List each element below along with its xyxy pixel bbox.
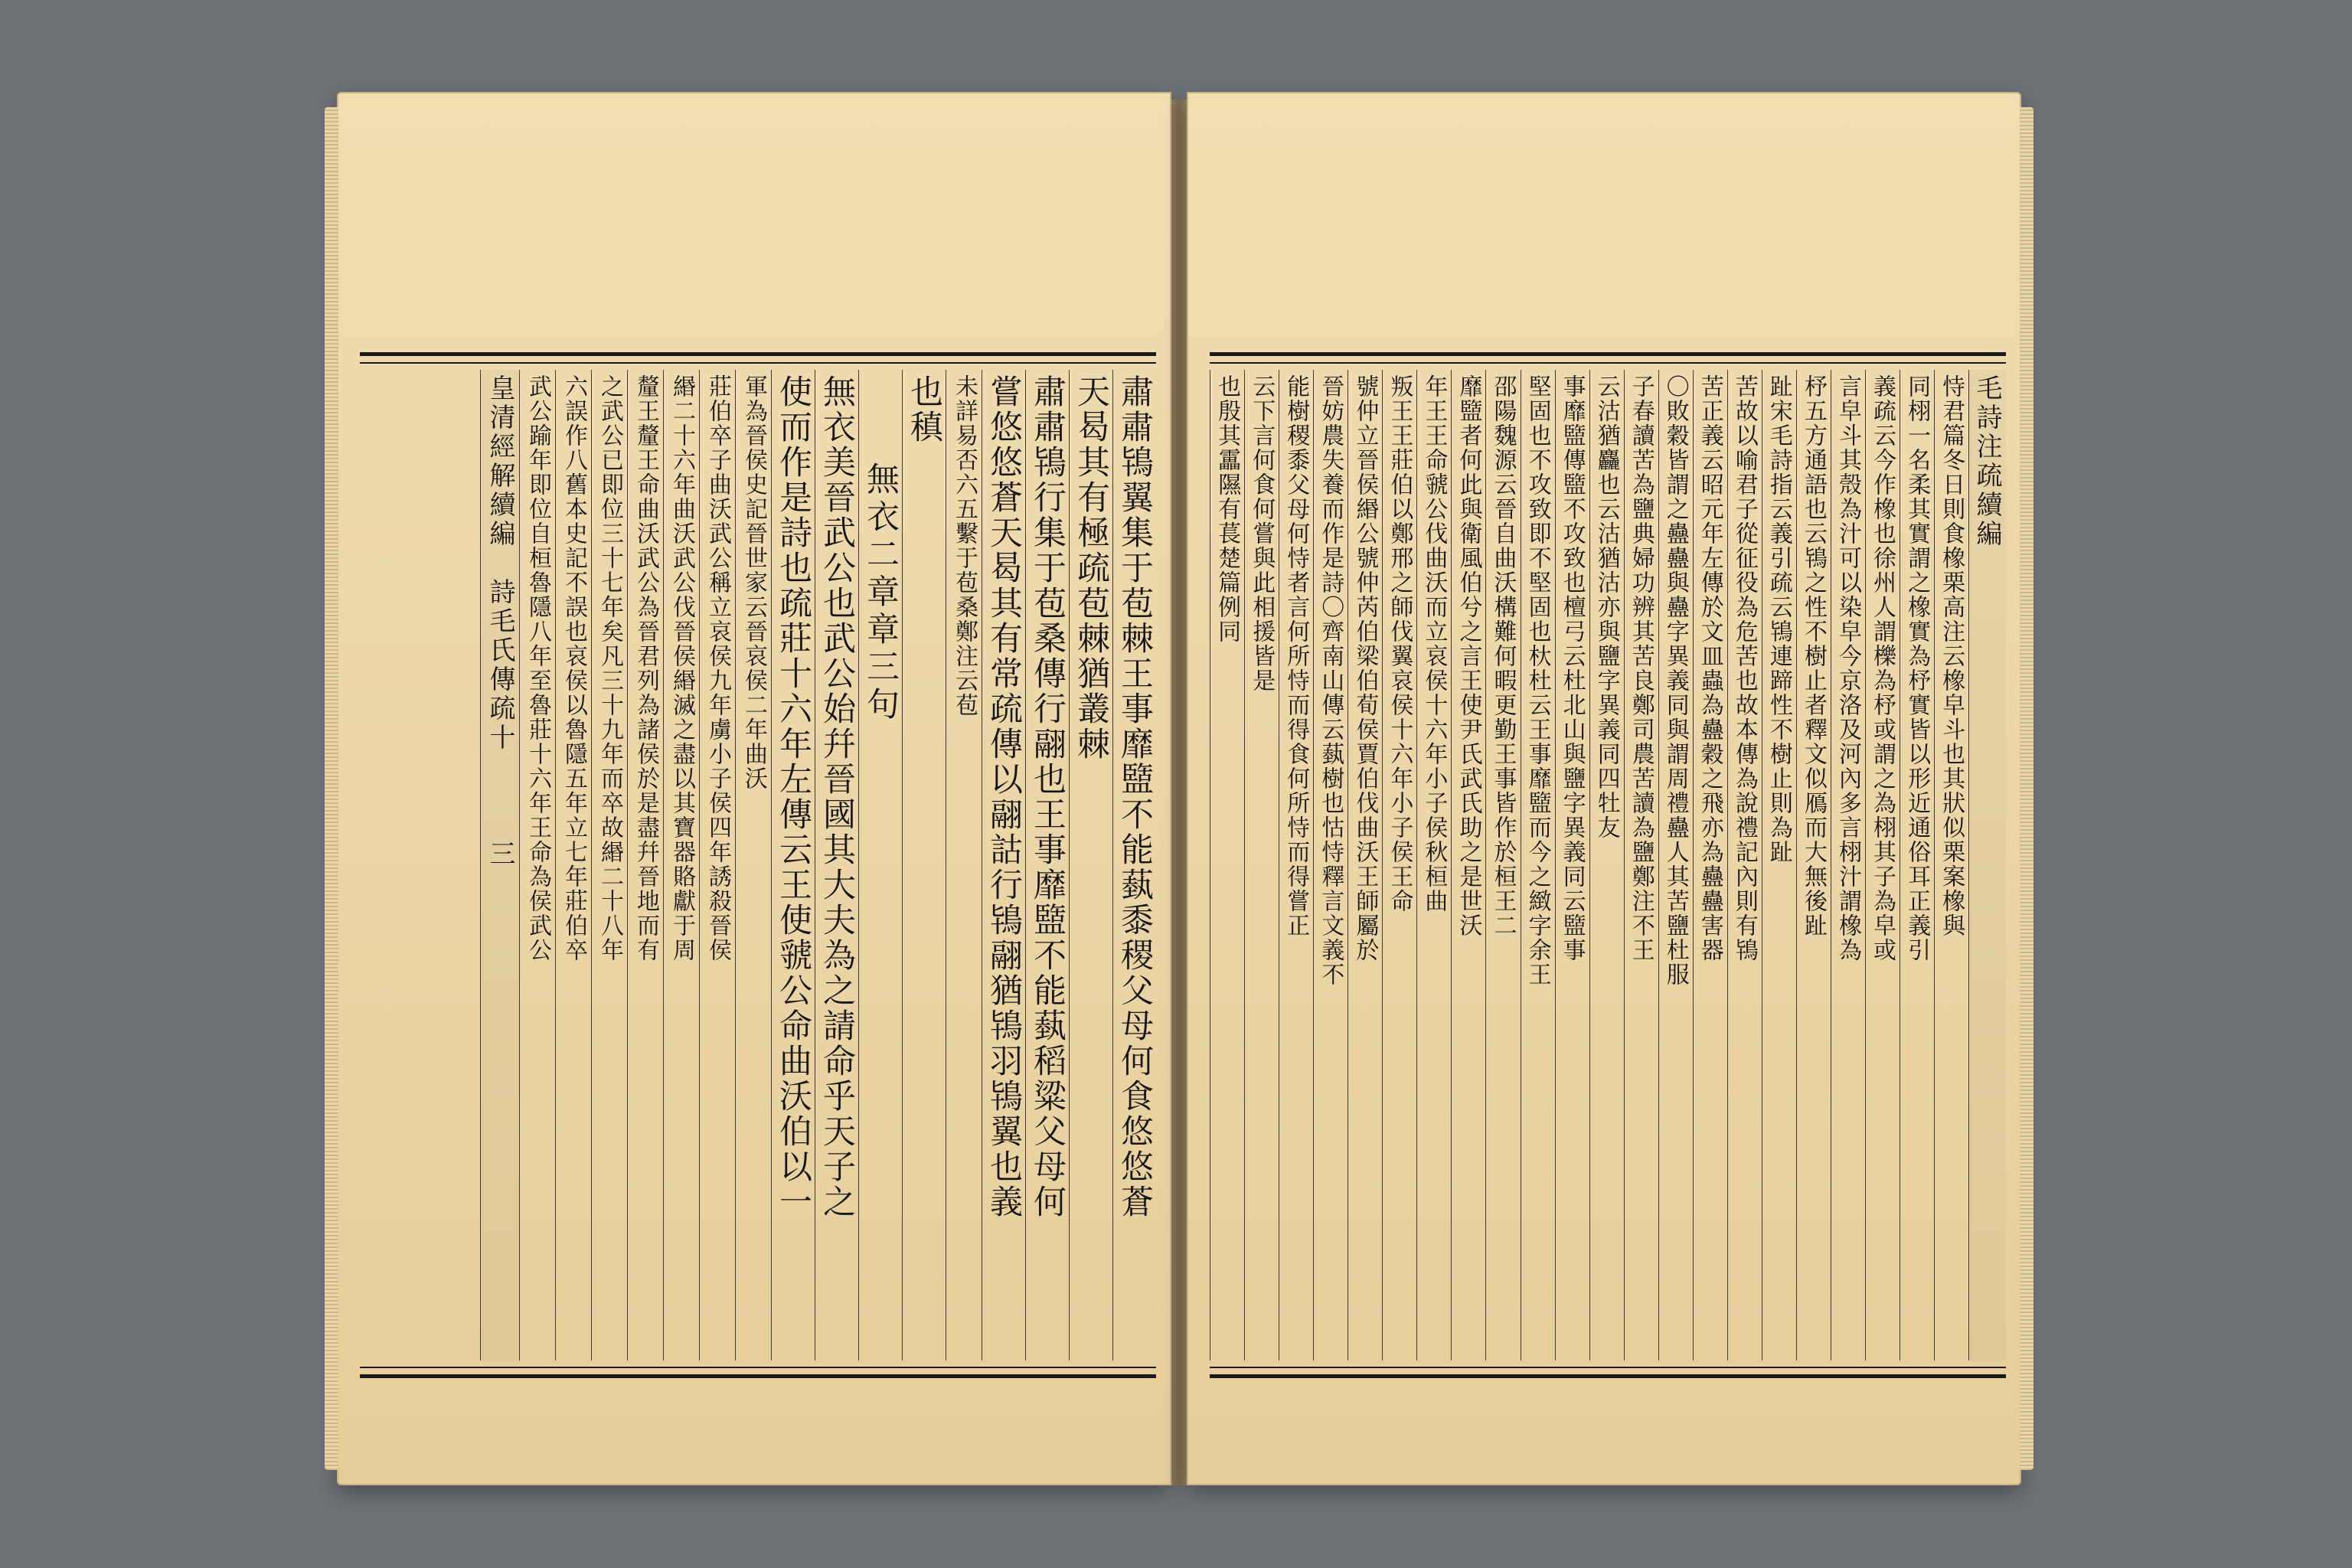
left-text-column: 莊伯卒子曲沃武公稱立哀侯九年虜小子侯四年誘殺晉侯	[699, 370, 735, 1361]
left-text-column: 天曷其有極疏苞棘猶叢棘	[1069, 370, 1112, 1361]
right-text-column: 號仲立晉侯緡公號仲芮伯梁伯荀侯賈伯伐曲沃王師屬於	[1348, 370, 1382, 1361]
left-text-column: 六誤作八舊本史記不誤也哀侯以魯隱五年立七年莊伯卒	[555, 370, 591, 1361]
left-text-column: 無衣美晉武公也武公始幷晉國其大夫為之請命乎天子之	[815, 370, 858, 1361]
right-text-column: 也殷其靁隰有萇楚篇例同	[1210, 370, 1244, 1361]
right-text-column: 叛王王莊伯以鄭邢之師伐翼哀侯十六年小子侯王命	[1382, 370, 1416, 1361]
right-text-column: 邵陽魏源云晉自曲沃構難何暇更勤王事皆作於桓王二	[1485, 370, 1520, 1361]
right-text-column: 云沽猶麤也云沽猶沽亦與鹽字異義同四牡友	[1589, 370, 1624, 1361]
right-text-column: 云下言何食何嘗與此相援皆是	[1244, 370, 1279, 1361]
right-text-column: 言皁斗其殼為汁可以染皁今京洛及河內多言栩汁謂橡為	[1831, 370, 1865, 1361]
left-book-title: 皇清經解續編	[485, 374, 515, 549]
right-text-column: 子春讀苦為鹽典婦功辨其苦良鄭司農苦讀為鹽鄭注不王	[1624, 370, 1658, 1361]
right-text-column: 恃君篇冬日則食橡栗高注云橡皁斗也其狀似栗案橡與	[1934, 370, 1968, 1361]
left-text-column: 無衣二章章三句	[858, 370, 902, 1361]
page-edges-left	[325, 107, 338, 1470]
left-text-column: 武公踰年即位自桓魯隱八年至魯莊十六年王命為侯武公	[519, 370, 555, 1361]
left-page	[337, 92, 1171, 1485]
left-text-column: 嘗悠悠蒼天曷其有常疏傳以翮詁行鴇翮猶鴇羽鴇翼也義	[982, 370, 1025, 1361]
left-text-column: 肅肅鴇行集于苞桑傳行翮也王事靡盬不能蓺稻粱父母何	[1025, 370, 1069, 1361]
right-columns	[1210, 370, 2006, 1361]
right-text-column: 趾宋毛詩指云義引疏云鴇連蹄性不樹止則為趾	[1762, 370, 1796, 1361]
right-text-column: 靡盬者何此與衛風伯兮之言王使尹氏武氏助之是世沃	[1451, 370, 1485, 1361]
right-text-column: 杼五方通語也云鴇之性不樹止者釋文似鴈而大無後趾	[1796, 370, 1831, 1361]
left-text-column: 未詳易否六五繫于苞桑鄭注云苞	[946, 370, 982, 1361]
left-text-column: 釐王釐王命曲沃武公為晉君列為諸侯於是盡幷晉地而有	[627, 370, 663, 1361]
left-text-frame	[360, 352, 1156, 1378]
left-margin-title	[480, 370, 519, 1361]
right-text-column: 晉妨農失養而作是詩〇齊南山傳云蓺樹也怙恃釋言文義不	[1313, 370, 1348, 1361]
right-book-title: 毛詩注疏續編	[1971, 374, 2002, 549]
open-book	[337, 92, 2021, 1493]
left-text-column: 之武公已即位三十七年矣凡三十九年而卒故緡二十八年	[591, 370, 627, 1361]
right-margin-title	[1968, 370, 2006, 1361]
left-text-column: 也稹	[902, 370, 946, 1361]
right-text-column: 苦故以喻君子從征役為危苦也故本傳為說禮記內則有鴇	[1727, 370, 1762, 1361]
right-text-column: 年王王命虢公伐曲沃而立哀侯十六年小子侯秋桓曲	[1416, 370, 1451, 1361]
left-text-column: 軍為晉侯史記晉世家云晉哀侯二年曲沃	[735, 370, 771, 1361]
left-chapter-title: 詩毛氏傳疏十	[485, 578, 515, 753]
right-text-column: 能樹稷黍父母何恃者言何所恃而得食何所恃而得嘗正	[1279, 370, 1313, 1361]
right-text-column: 〇敗穀皆謂之蠱蠱與蠱字異義同與謂周禮蠱人其苦鹽杜服	[1658, 370, 1693, 1361]
right-text-column: 堅固也不攻致即不堅固也杕杜云王事靡盬而今之緻字余王	[1521, 370, 1555, 1361]
right-text-column: 義疏云今作橡也徐州人謂櫟為杼或謂之為栩其子為皁或	[1865, 370, 1900, 1361]
page-edges-right	[2020, 107, 2034, 1470]
right-text-column: 苦正義云昭元年左傳於文皿蟲為蠱穀之飛亦為蠱蠱害器	[1693, 370, 1727, 1361]
left-text-column: 使而作是詩也疏莊十六年左傳云王使虢公命曲沃伯以一	[771, 370, 815, 1361]
right-text-column: 事靡盬傳盬不攻致也檀弓云杜北山與鹽字異義同云盬事	[1555, 370, 1589, 1361]
left-text-column: 緡二十六年曲沃武公伐晉侯緡滅之盡以其寶器賂獻于周	[663, 370, 699, 1361]
left-text-column: 肅肅鴇翼集于苞棘王事靡盬不能蓺黍稷父母何食悠悠蒼	[1112, 370, 1156, 1361]
right-page	[1187, 92, 2021, 1485]
right-text-column: 同栩一名柔其實謂之橡實為杼實皆以形近通俗耳正義引	[1900, 370, 1934, 1361]
left-page-number: 三	[485, 840, 515, 869]
right-text-frame	[1210, 352, 2006, 1378]
left-columns	[360, 370, 1156, 1361]
